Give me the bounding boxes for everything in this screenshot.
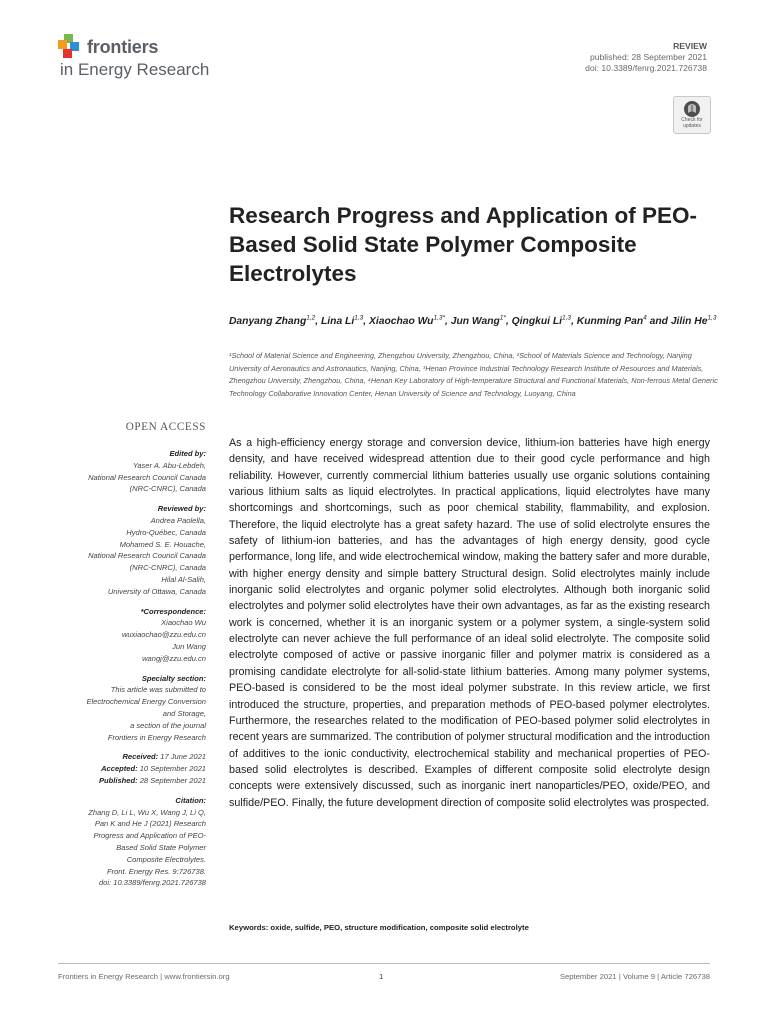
author[interactable]: Jun Wang$^{1*}$, [450,315,512,328]
author[interactable]: Kunming Pan$^4$ and [576,315,671,328]
citation-line: Front. Energy Res. 9:726738. [106,866,206,876]
article-type: REVIEW [673,41,707,51]
journal-name: in Energy Research [60,60,210,79]
abstract-text: As a high-efficiency energy storage and conversion device, lithium-ion batteries have high energy density, and have received widespread attention due to their good cycle performance and high reliability. However, currently commercial lithium batteries usually use organic solutions containing various lithium salts as liquid electrolytes. In practical applications, liquid electrolytes have many shortcomings and shortcomings, such as poor chemical stability, flammability, and explosion. Therefore, the liquid electrolyte has a great safety hazard. The use of solid electrolyte ensures the safety of lithium-ion batteries, and has the advantages of high energy density, good cycle performance, long life, and wide electrochemical window, making the battery safer and more durable, with higher energy density and simple battery Structural design. Solid electrolytes mainly include inorganic solid electrolytes and organic polymer solid electrolytes. Although both inorganic solid electrolytes and polymer solid electrolytes have their own advantages, as far as the existing research work is concerned, whether it is an inorganic system or a polymer system, a single-system solid electrolyte can never achieve the full performance of an ideal solid electrolyte. The composite solid electrolyte composed of active or passive inorganic filler and polymer matrix is considered as a promising candidate electrolyte for all-solid-state lithium batteries. Among many polymer systems, PEO-based is considered to be the most ideal polymer substrate. In this review article, we first introduced the structure, properties, and preparation methods of PEO-based polymer electrolytes. Furthermore, the researches related to the modification of PEO-based polymer solid electrolytes in recent years are summarized. The contribution of polymer structural modification and the introduction of additives to the ionic conductivity, electrochemical stability and mechanical properties of PEO-based solid electrolytes is described. Examples of different composite solid electrolyte design concepts were extensively discussed, such as inorganic inert nanoparticles/PEO, oxide/PEO, and sulfide/PEO. Finally, the future development direction of composite solid electrolytes was prospected. [229,437,710,809]
article-title: Research Progress and Application of PEO-Based Solid State Polymer Composite Electrolytes [229,203,698,286]
editor-line: Yaser A. Abu-Lebdeh, [132,460,206,470]
citation-section [50,795,206,889]
reviewer-line: Andrea Paolella, [150,515,206,525]
footer-divider [58,963,710,964]
reviewed-by-heading: Reviewed by: [157,504,206,514]
citation-line: Based Solid State Polymer [116,842,206,852]
logo-square-orange [58,40,67,49]
edited-by-section [50,448,206,495]
reviewer-line: Hilal Al-Salih, [161,574,206,584]
specialty-line: Frontiers in Energy Research [107,732,206,742]
reviewer-line: (NRC-CNRC), Canada [129,563,206,573]
page-number: 1 [379,972,384,981]
article-doi[interactable]: doi: 10.3389/fenrg.2021.726738 [585,63,707,73]
open-access-label: OPEN ACCESS [125,421,206,433]
specialty-line: This article was submitted to [110,685,206,695]
dates-section [50,751,206,786]
citation-line: Zhang D, Li L, Wu X, Wang J, Li Q, [88,807,206,817]
correspondence-heading: *Correspondence: [140,606,206,616]
footer-issue-info: September 2021 | Volume 9 | Article 726738 [559,972,710,981]
author[interactable]: Xiaochao $Wu^{1,3*}$, [368,315,451,328]
check-for-updates-badge[interactable] [673,96,711,134]
reviewed-by-section [50,503,206,597]
reviewer-line: University of Ottawa, Canada [107,586,206,596]
correspondent-name: Xiaochao Wu [161,618,206,628]
citation-line: Composite Electrolytes. [126,854,206,864]
author[interactable]: Lina Li$^{1,3}$, [321,315,369,328]
frontiers-logo-icon [58,34,82,60]
specialty-line: Electrochemical Energy Conversion [86,697,206,707]
check-for-updates-label: Check for updates [681,117,703,129]
footer-journal-link[interactable]: Frontiers in Energy Research | www.frontiersin.org [58,972,230,981]
specialty-line: and Storage, [162,708,206,718]
citation-line: Pan K and He J (2021) Research [94,819,206,829]
brand-name: frontiers [87,37,159,57]
specialty-section [50,673,206,744]
accepted-date: Accepted: 10 September 2021 [101,764,206,774]
correspondence-section [50,606,206,665]
author[interactable]: Qingkui Li$^{1,3}$, [511,315,577,328]
article-info-sidebar [50,448,206,897]
keywords: Keywords: oxide, sulfide, PEO, structure modification, composite solid electrolyte [229,923,529,932]
citation-heading: Citation: [175,795,206,805]
reviewer-line: National Research Council Canada [88,551,206,561]
specialty-line: a section of the journal [130,720,206,730]
affiliations: ¹School of Material Science and Engineering, Zhengzhou University, Zhengzhou, China, ²School of Materials Science and Technology, Nanjing University of Aeronautics and Astronautics, Nanjing, China, ³Henan Province Industrial Technology Research Institute of Resources and Materials, Zhengzhou University, Zhengzhou, China, ⁴Henan Key Laboratory of High-temperature Structural and Functional Materials, Non-ferrous Metal Generic Technology Collaborative Innovation Center, Henan University of Science and Technology, Luoyang, China [229,351,718,398]
edited-by-heading: Edited by: [169,449,206,458]
author[interactable]: Jilin He$^{1,3}$ [670,315,717,328]
received-date: Received: 17 June 2021 [122,752,206,762]
correspondent-email-link[interactable]: wangj@zzu.edu.cn [142,653,206,663]
correspondent-name: Jun Wang [172,641,206,651]
editor-line: (NRC-CNRC), Canada [129,484,206,494]
published-date-sidebar: Published: 28 September 2021 [99,775,206,785]
check-for-updates-icon [683,100,701,118]
specialty-heading: Specialty section: [141,673,206,683]
reviewer-line: Mohamed S. E. Houache, [119,539,206,549]
author-list [229,312,724,330]
journal-logo[interactable] [58,34,258,80]
logo-square-red [63,49,72,58]
editor-line: National Research Council Canada [88,472,206,482]
citation-doi-link[interactable]: doi: 10.3389/fenrg.2021.726738 [98,878,206,888]
citation-line: Progress and Application of PEO- [93,831,206,841]
correspondent-email-link[interactable]: wuxiaochao@zzu.edu.cn [121,630,206,640]
article-meta [585,41,707,74]
author[interactable]: Danyang Zhang$^{1,2}$, [229,315,322,328]
published-date: published: 28 September 2021 [589,52,707,62]
reviewer-line: Hydro-Québec, Canada [126,527,206,537]
